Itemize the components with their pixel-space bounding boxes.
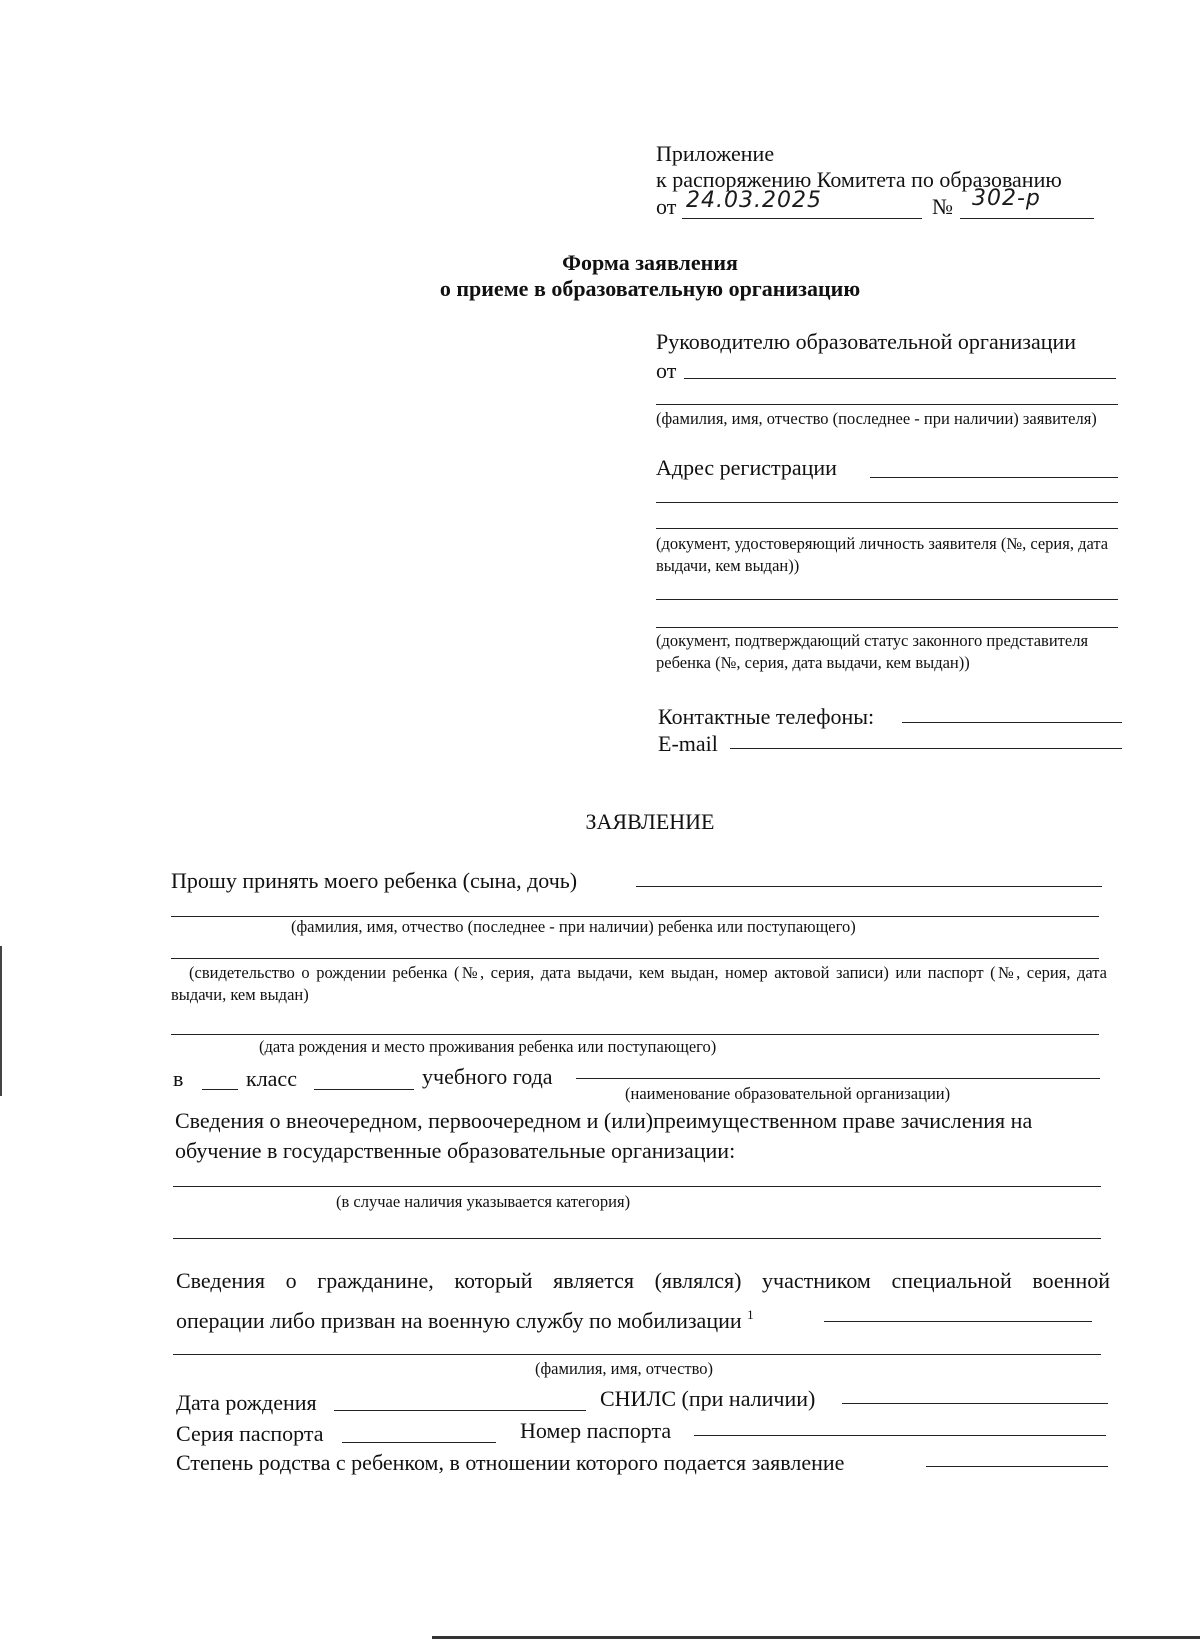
hint-fio: (фамилия, имя, отчество) [535,1359,714,1378]
kinship-field[interactable] [926,1466,1108,1467]
applicant-name-field[interactable] [684,378,1116,379]
scan-edge-left [0,946,2,1096]
organization-field[interactable] [576,1078,1100,1079]
addressee-from-label: от [656,358,677,383]
hint-organization: (наименование образовательной организации) [625,1084,951,1103]
hint-representative-document: (документ, подтверждающий статус законного представителя ребенка (№, серия, дата выдачи, кем выдан)) [656,631,1089,672]
annex-number-handwritten: 302-р [972,186,1041,211]
address-label: Адрес регистрации [656,455,837,480]
svo-footnote-mark: 1 [747,1307,754,1322]
hint-child-name: (фамилия, имя, отчество (последнее - при наличии) ребенка или поступающего) [291,917,856,936]
annex-order-line: к распоряжению Комитета по образованию [656,167,1062,192]
priority-rights-field[interactable] [173,1186,1101,1187]
annex-number-prefix: № [932,194,953,219]
annex-title: Приложение [656,141,775,166]
svo-text-line2 [176,1302,754,1334]
statement-heading: ЗАЯВЛЕНИЕ [585,809,715,834]
birth-certificate-field[interactable] [171,958,1099,959]
annex-date-handwritten: 24.03.2025 [686,188,822,213]
addressee-to: Руководителю образовательной организации [656,329,1077,354]
passport-number-field[interactable] [694,1435,1106,1436]
school-year-field[interactable] [314,1089,414,1090]
passport-series-field[interactable] [342,1442,496,1443]
birth-date-field[interactable] [334,1410,586,1411]
school-year-label: учебного года [422,1064,553,1089]
snils-label: СНИЛС (при наличии) [600,1386,816,1411]
kinship-label: Степень родства с ребенком, в отношении которого подается заявление [176,1450,845,1475]
svo-participant-field[interactable] [824,1321,1092,1322]
scan-edge-bottom [432,1636,1200,1639]
email-label: E-mail [658,731,718,756]
hint-birth-place: (дата рождения и место проживания ребенка или поступающего) [259,1037,717,1056]
hint-id-document: (документ, удостоверяющий личность заявителя (№, серия, дата выдачи, кем выдан)) [656,534,1109,575]
form-title-line1: Форма заявления [562,250,738,275]
email-field[interactable] [730,748,1122,749]
svo-text-line1: Сведения о гражданине, который является (являлся) участником специальной военной [176,1268,1110,1293]
class-label: класс [246,1066,297,1091]
address-field-3[interactable] [656,528,1118,529]
in-label: в [173,1066,184,1091]
passport-number-label: Номер паспорта [520,1418,672,1443]
snils-field[interactable] [842,1403,1108,1404]
annex-number-line [960,218,1094,219]
svo-participant-name-field[interactable] [173,1354,1101,1355]
hint-applicant: (фамилия, имя, отчество (последнее - при наличии) заявителя) [656,409,1097,428]
priority-rights-text: Сведения о внеочередном, первоочередном и (или)преимущественном праве зачисления на обучение в государственные образовательные организации: [175,1108,1033,1163]
birth-place-field[interactable] [171,1034,1099,1035]
applicant-name-field-2[interactable] [656,404,1118,405]
annex-date-prefix: от [656,194,677,219]
address-field[interactable] [870,477,1118,478]
child-name-field[interactable] [636,886,1102,887]
address-field-2[interactable] [656,502,1118,503]
svo-text-line2-text: операции либо призван на военную службу по мобилизации [176,1308,742,1333]
hint-birth-certificate: (свидетельство о рождении ребенка (№, серия, дата выдачи, кем выдан, номер актовой записи) или паспорт (№, серия, дата выдачи, кем выдан) [171,963,1107,1004]
annex-date-line [682,218,922,219]
phones-label: Контактные телефоны: [658,704,875,729]
birth-date-label: Дата рождения [176,1390,317,1415]
phones-field[interactable] [902,722,1122,723]
form-title-line2: о приеме в образовательную организацию [439,276,861,301]
priority-rights-field-2[interactable] [173,1238,1101,1239]
request-text: Прошу принять моего ребенка (сына, дочь) [171,868,578,893]
id-document-field[interactable] [656,599,1118,600]
passport-series-label: Серия паспорта [176,1421,324,1446]
hint-category: (в случае наличия указывается категория) [336,1192,631,1211]
grade-field[interactable] [202,1089,238,1090]
id-document-field-2[interactable] [656,627,1118,628]
